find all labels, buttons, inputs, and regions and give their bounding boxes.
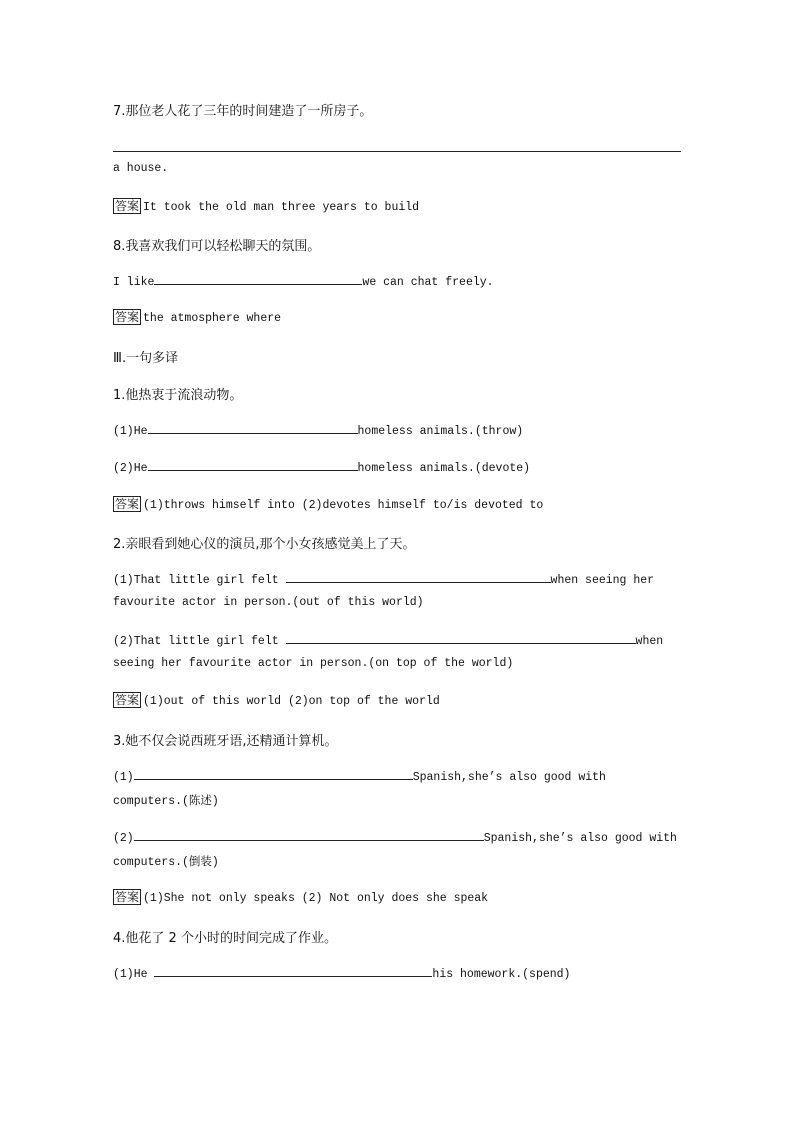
s3-b-line2: computers.(倒装) bbox=[113, 856, 219, 869]
s2-b-line2: seeing her favourite actor in person.(on top of the world) bbox=[113, 657, 514, 670]
q8-after: we can chat freely. bbox=[362, 276, 494, 289]
s2-b-blank[interactable] bbox=[286, 633, 636, 644]
s4-a-sentence bbox=[113, 966, 570, 981]
s2-answer-row bbox=[113, 692, 440, 708]
s1-a-before: (1)He bbox=[113, 425, 148, 438]
s1-b-after: homeless animals.(devote) bbox=[357, 462, 531, 475]
answer-label-box: 答案 bbox=[115, 310, 140, 324]
s2-b-before: (2)That little girl felt bbox=[113, 635, 279, 648]
s3-a-line2: computers.(陈述) bbox=[113, 795, 219, 808]
s3-a-after: Spanish,she’s also good with bbox=[412, 771, 606, 784]
s1-b-sentence bbox=[113, 460, 530, 475]
s3-b-before: (2) bbox=[113, 832, 134, 845]
answer-label-box: 答案 bbox=[115, 693, 140, 707]
s3-a-blank[interactable] bbox=[134, 769, 413, 780]
s2-a-after: when seeing her bbox=[550, 574, 655, 587]
s2-a-before: (1)That little girl felt bbox=[113, 574, 279, 587]
s3-answer-text: (1)She not only speaks (2) Not only does she speak bbox=[143, 892, 489, 905]
s2-prompt: 2.亲眼看到她心仪的演员,那个小女孩感觉美上了天。 bbox=[113, 537, 416, 552]
s3-b-sentence bbox=[113, 830, 677, 845]
answer-label-box: 答案 bbox=[115, 199, 140, 213]
s2-b-sentence bbox=[113, 633, 663, 648]
q8-blank[interactable] bbox=[154, 274, 362, 285]
q8-sentence bbox=[113, 274, 494, 289]
s2-a-sentence bbox=[113, 572, 654, 587]
s2-b-after: when bbox=[635, 635, 664, 648]
q7-tail: a house. bbox=[113, 162, 169, 175]
q7-answer-row bbox=[113, 198, 419, 214]
s3-b-blank[interactable] bbox=[134, 830, 484, 841]
q7-answer-blank[interactable] bbox=[113, 151, 681, 152]
s3-answer-row bbox=[113, 889, 488, 905]
s2-a-blank[interactable] bbox=[286, 572, 551, 583]
s1-prompt: 1.他热衷于流浪动物。 bbox=[113, 388, 243, 403]
q8-answer-row bbox=[113, 309, 281, 325]
q7-answer-text: It took the old man three years to build bbox=[143, 201, 420, 214]
s1-b-before: (2)He bbox=[113, 462, 148, 475]
s3-prompt: 3.她不仅会说西班牙语,还精通计算机。 bbox=[113, 734, 338, 749]
s1-a-sentence bbox=[113, 423, 523, 438]
s2-a-line2: favourite actor in person.(out of this world) bbox=[113, 596, 424, 609]
s3-a-before: (1) bbox=[113, 771, 134, 784]
s1-a-blank[interactable] bbox=[148, 423, 358, 434]
s4-prompt: 4.他花了 2 个小时的时间完成了作业。 bbox=[113, 931, 337, 946]
s1-answer-text: (1)throws himself into (2)devotes himself to/is devoted to bbox=[143, 499, 544, 512]
s4-a-after: his homework.(spend) bbox=[432, 968, 571, 981]
q8-before: I like bbox=[113, 276, 155, 289]
q8-answer-text: the atmosphere where bbox=[143, 312, 282, 325]
answer-label-box: 答案 bbox=[115, 497, 140, 511]
s4-a-blank[interactable] bbox=[154, 966, 432, 977]
s4-a-before: (1)He bbox=[113, 968, 148, 981]
q7-prompt: 7.那位老人花了三年的时间建造了一所房子。 bbox=[113, 104, 373, 119]
s2-answer-text: (1)out of this world (2)on top of the world bbox=[143, 695, 440, 708]
s3-a-sentence bbox=[113, 769, 606, 784]
section-title: Ⅲ.一句多译 bbox=[113, 351, 179, 366]
s1-answer-row bbox=[113, 496, 543, 512]
s1-b-blank[interactable] bbox=[148, 460, 358, 471]
q8-prompt: 8.我喜欢我们可以轻松聊天的氛围。 bbox=[113, 239, 321, 254]
answer-label-box: 答案 bbox=[115, 890, 140, 904]
s1-a-after: homeless animals.(throw) bbox=[357, 425, 524, 438]
s3-b-after: Spanish,she’s also good with bbox=[483, 832, 677, 845]
